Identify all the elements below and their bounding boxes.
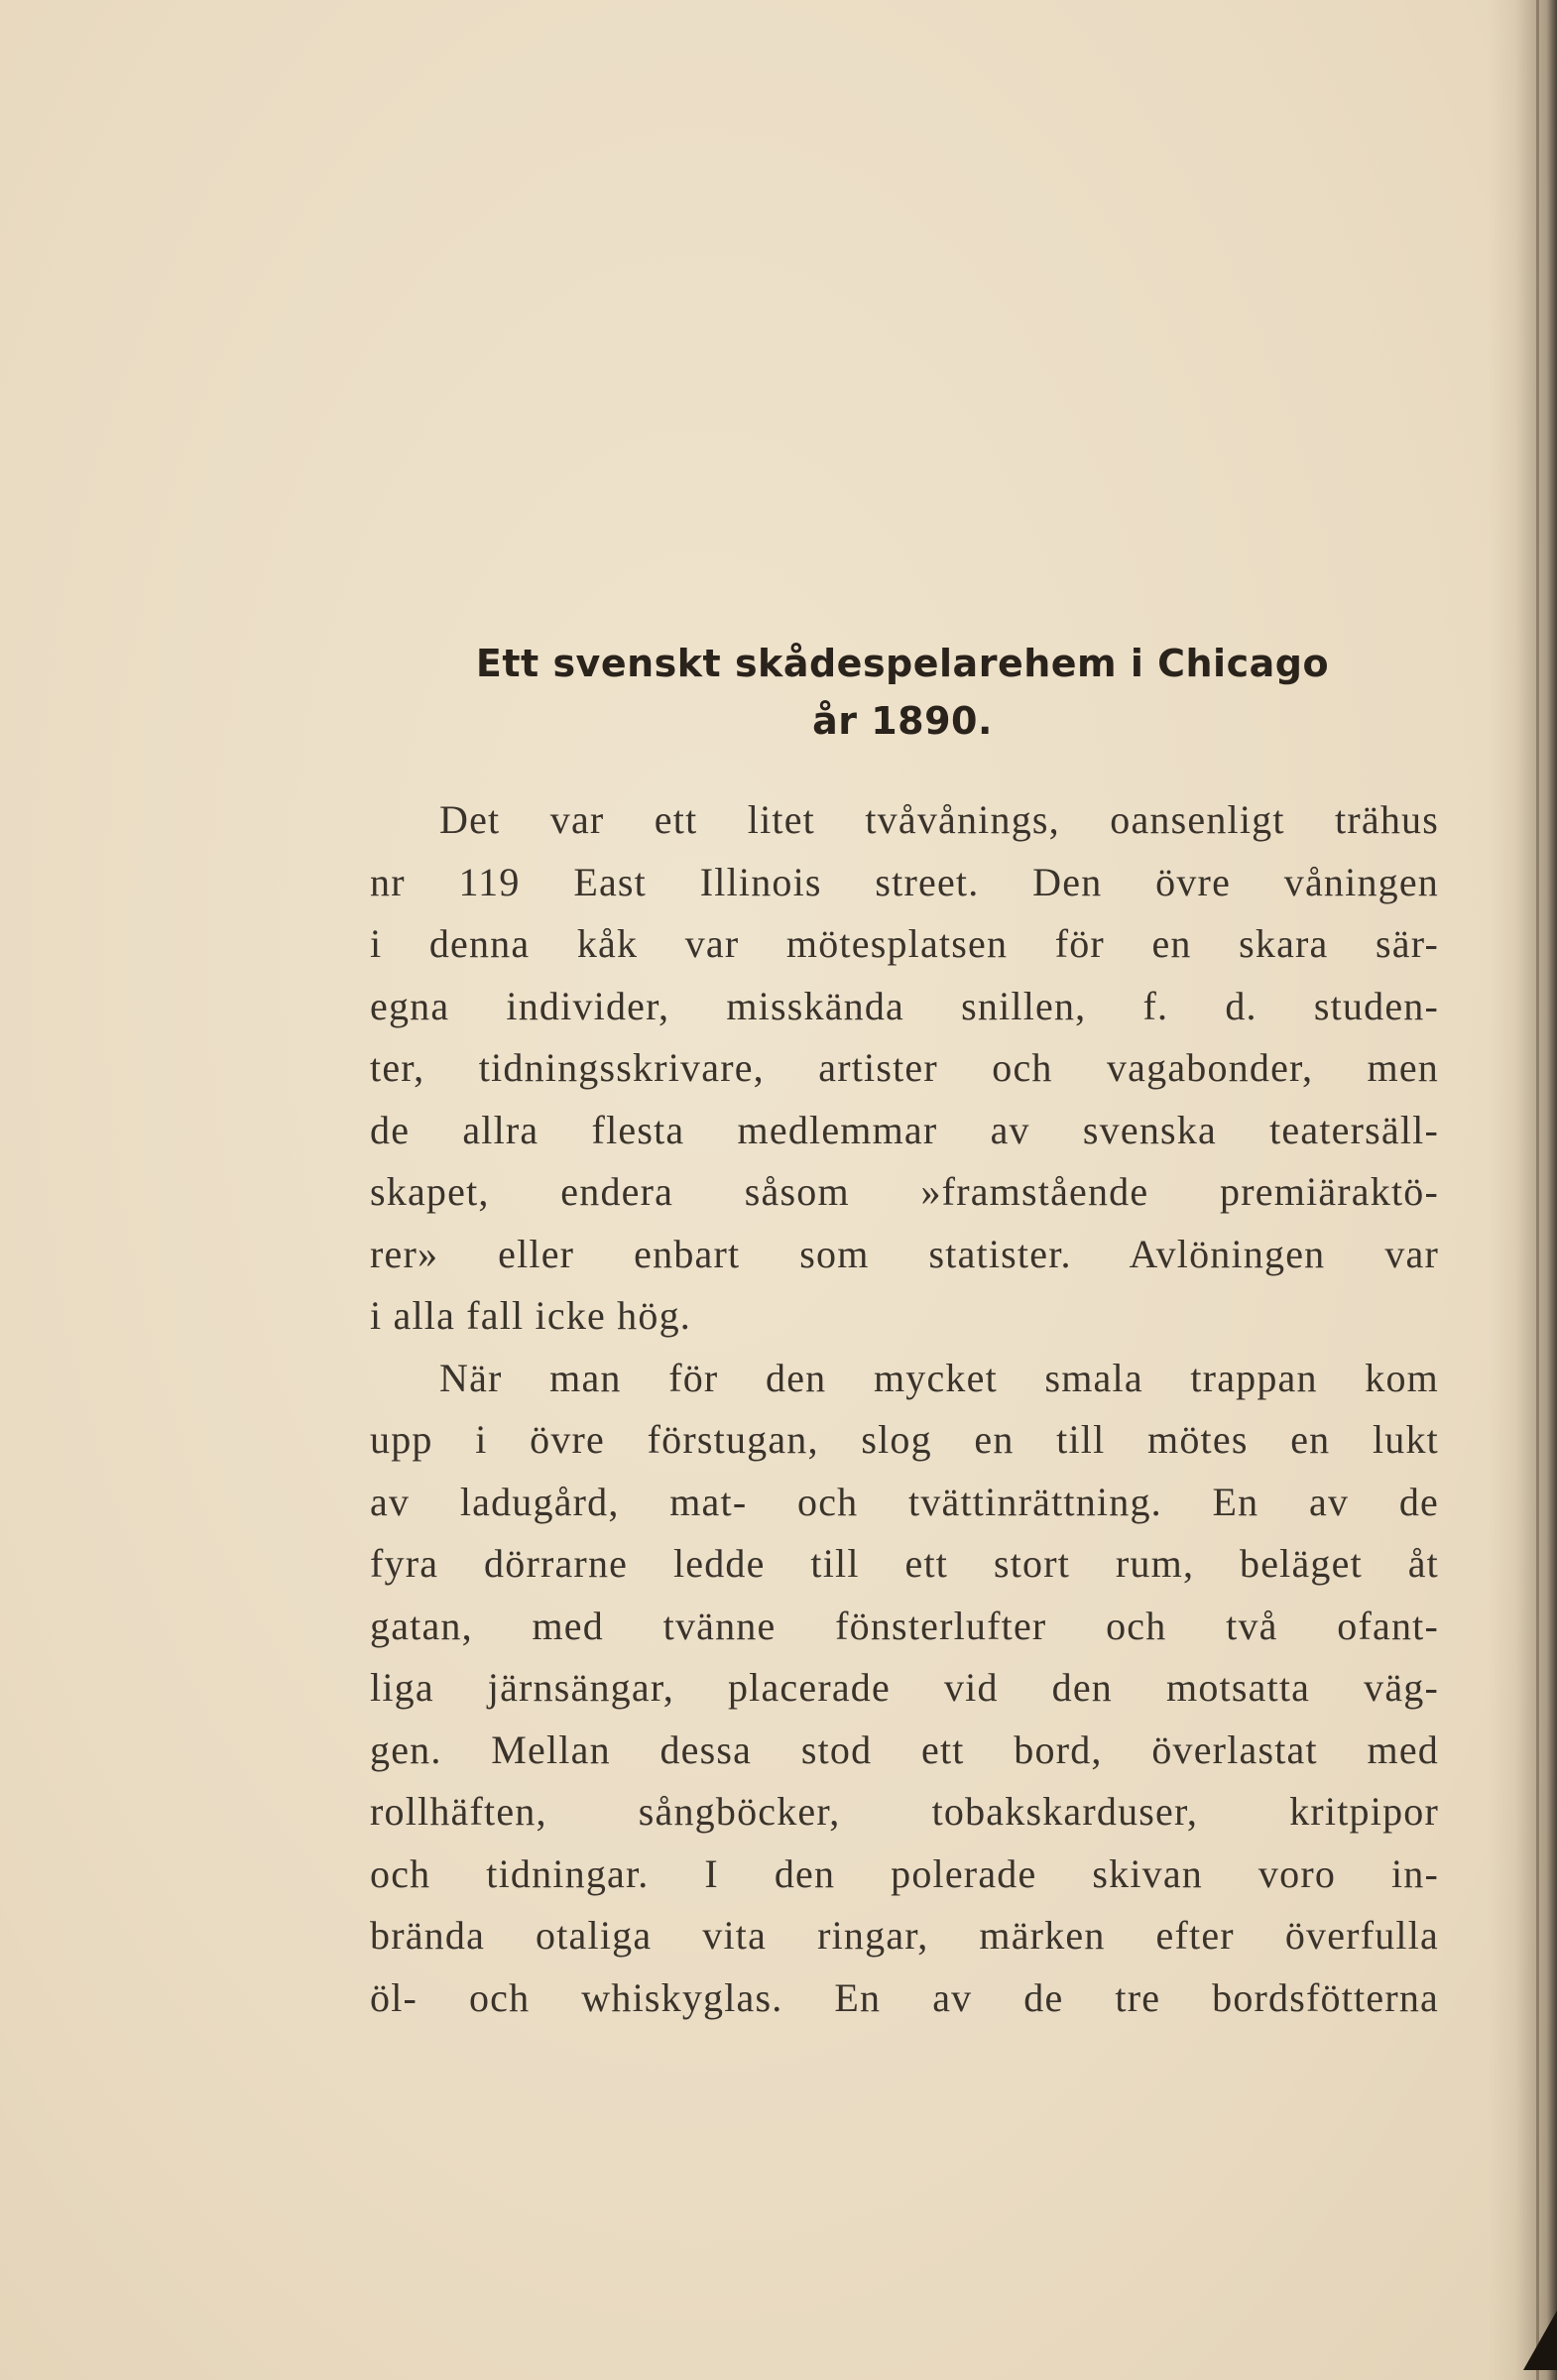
- text-line: de allra flesta medlemmar av svenska teatersäll-: [370, 1107, 1439, 1152]
- text-line: i alla fall icke hög.: [370, 1293, 691, 1338]
- text-line: egna individer, misskända snillen, f. d. studen-: [370, 983, 1439, 1028]
- text-line: ter, tidningsskrivare, artister och vagabonder, men: [370, 1045, 1439, 1090]
- text-line: rer» eller enbart som statister. Avlöningen var: [370, 1231, 1439, 1276]
- text-line: upp i övre förstugan, slog en till mötes en lukt: [370, 1417, 1439, 1462]
- text-line: gen. Mellan dessa stod ett bord, överlastat med: [370, 1726, 1439, 1772]
- text-line: rollhäften, sångböcker, tobakskarduser, kritpipor: [370, 1789, 1439, 1834]
- text-line: i denna kåk var mötesplatsen för en skara sär-: [370, 921, 1439, 966]
- text-line: öl- och whiskyglas. En av de tre bordsfötterna: [370, 1974, 1439, 2020]
- text-line: av ladugård, mat- och tvättinrättning. En av de: [370, 1479, 1439, 1524]
- body-text: [370, 789, 1439, 2029]
- text-line: gatan, med tvänne fönsterlufter och två ofant-: [370, 1603, 1439, 1648]
- text-line: skapet, endera såsom »framstående premiäraktö-: [370, 1169, 1439, 1214]
- text-line: När man för den mycket smala trappan kom: [439, 1355, 1439, 1400]
- text-line: och tidningar. I den polerade skivan voro in-: [370, 1850, 1439, 1896]
- text-line: liga järnsängar, placerade vid den motsatta väg-: [370, 1665, 1439, 1710]
- chapter-heading: [367, 635, 1438, 750]
- text-line: Det var ett litet tvåvånings, oansenligt trähus: [439, 797, 1439, 842]
- chapter-heading-line-1: Ett svenskt skådespelarehem i Chicago: [475, 642, 1330, 685]
- chapter-heading-line-2: år 1890.: [812, 699, 993, 743]
- text-line: brända otaliga vita ringar, märken efter överfulla: [370, 1913, 1439, 1958]
- text-line: nr 119 East Illinois street. Den övre våningen: [370, 859, 1439, 904]
- page-gutter-shadow: [1488, 0, 1557, 2380]
- page-corner-mark: [1523, 2311, 1557, 2370]
- text-line: fyra dörrarne ledde till ett stort rum, beläget åt: [370, 1541, 1439, 1586]
- page-edge-line: [1536, 0, 1539, 2380]
